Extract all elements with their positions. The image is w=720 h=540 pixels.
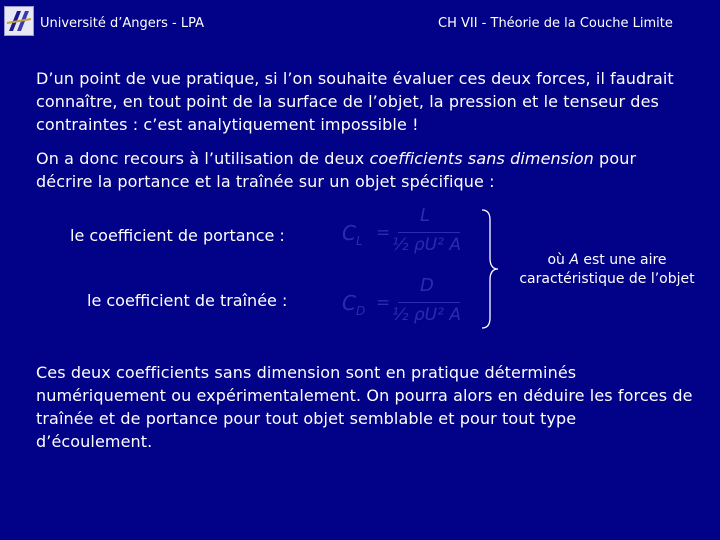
paragraph-conclusion: Ces deux coefficients sans dimension sont en pratique déterminés numériquement ou expérimentalement. On pourra alors en déduire les forces de traînée et de portance pour tout objet semblable et pour tout type d’écoulement. bbox=[36, 363, 693, 451]
formula-drag bbox=[340, 275, 470, 335]
paragraph-coefficients bbox=[36, 147, 696, 193]
formula-lift bbox=[340, 205, 470, 265]
header-university: Université d’Angers - LPA bbox=[40, 16, 204, 31]
p2-emphasis: coefficients sans dimension bbox=[369, 149, 594, 168]
university-logo bbox=[4, 6, 34, 36]
logo-icon bbox=[5, 7, 33, 35]
formula-cd-denominator: ½ ρU² A bbox=[392, 305, 461, 325]
paragraph-intro: D’un point de vue pratique, si l’on souhaite évaluer ces deux forces, il faudrait connaître, en tout point de la surface de l’objet, la pression et le tenseur des contraintes : c’est analytiquement impossible ! bbox=[36, 69, 674, 134]
formula-cl-equals: = bbox=[376, 223, 391, 243]
formula-cl-fraction-bar bbox=[398, 232, 460, 233]
formula-cd-equals: = bbox=[376, 293, 391, 313]
formula-cl-denominator: ½ ρU² A bbox=[392, 235, 461, 255]
p2-text-before: On a donc recours à l’utilisation de deux bbox=[36, 149, 370, 168]
note-area: où A est une aire caractéristique de l’objet bbox=[519, 252, 695, 287]
p2-text-after: pour décrire la portance et la traînée sur un objet spécifique : bbox=[36, 149, 637, 191]
right-brace-icon bbox=[478, 208, 502, 330]
formula-cl-numerator: L bbox=[420, 205, 431, 226]
formula-cl-symbol: $C_L$ bbox=[342, 221, 363, 248]
formula-cd-numerator: D bbox=[420, 275, 434, 296]
label-lift-coefficient: le coefficient de portance : bbox=[70, 226, 285, 245]
header-chapter: CH VII - Théorie de la Couche Limite bbox=[438, 16, 673, 31]
formula-cd-symbol: $C_D$ bbox=[342, 291, 366, 318]
label-drag-coefficient: le coefficient de traînée : bbox=[87, 291, 288, 310]
formula-cd-fraction-bar bbox=[398, 302, 460, 303]
